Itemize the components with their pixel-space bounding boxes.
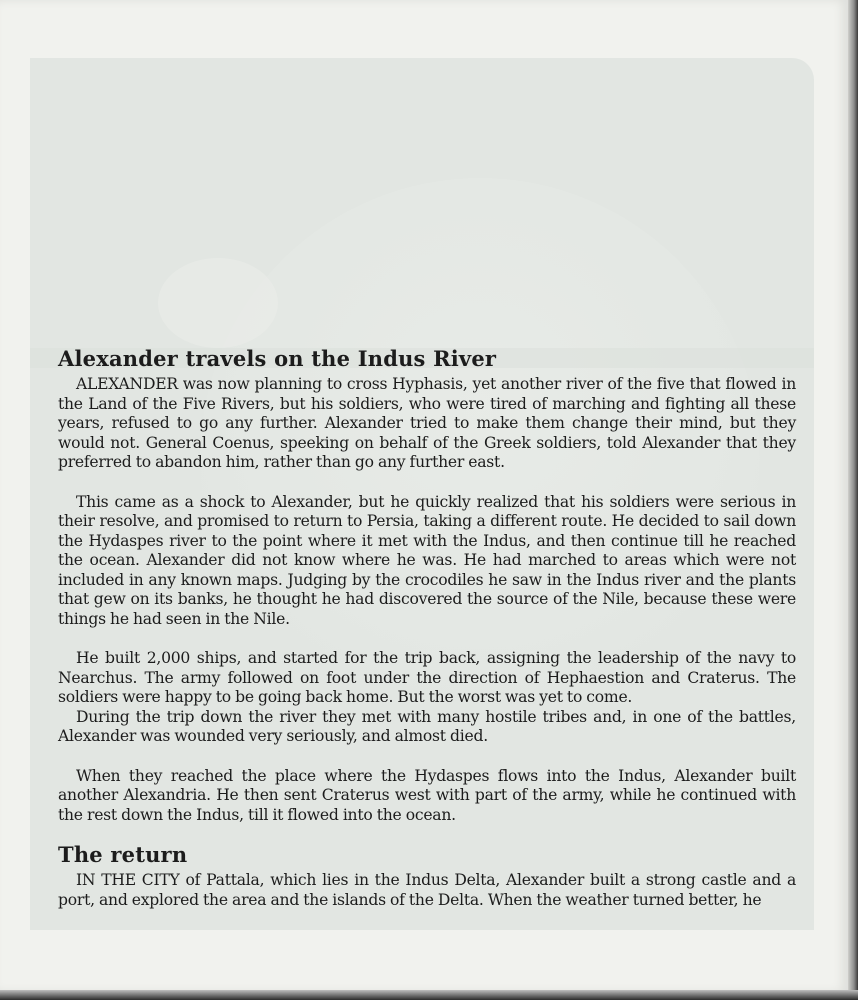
- section-heading-indus: Alexander travels on the Indus River: [58, 346, 497, 371]
- paragraph: This came as a shock to Alexander, but he quickly realized that his soldiers were serious in their resolve, and promised to return to Persia, taking a different route. He decided to sail down the Hydaspes river to the point where it met with the Indus, and then continue till he reached the ocean. Alexander did not know where he was. He had marched to areas which were not included in any known maps. Judging by the crocodiles he saw in the Indus river and the plants that gew on its banks, he thought he had discovered the source of the Nile, because these were things he had seen in the Nile.: [58, 492, 796, 628]
- paragraph: When they reached the place where the Hydaspes flows into the Indus, Alexander built another Alexandria. He then sent Craterus west with part of the army, while he continued with the rest down the Indus, till it flowed into the ocean.: [58, 766, 796, 824]
- paragraph: ALEXANDER was now planning to cross Hyphasis, yet another river of the five that flowed in the Land of the Five Rivers, but his soldiers, who were tired of marching and fighting all these years, refused to go any further. Alexander tried to make them change their mind, but they would not. General Coenus, speeking on behalf of the Greek soldiers, told Alexander that they preferred to abandon him, rather than go any further east.: [58, 375, 796, 471]
- page-edge-bottom: [0, 990, 858, 1000]
- paragraph: During the trip down the river they met with many hostile tribes and, in one of the battles, Alexander was wounded very seriously, and almost died.: [58, 707, 796, 745]
- page-edge-right: [848, 0, 858, 1000]
- faded-illustration-knob: [158, 258, 278, 348]
- article-text: [58, 345, 796, 910]
- paragraph: He built 2,000 ships, and started for the trip back, assigning the leadership of the navy to Nearchus. The army followed on foot under the direction of Hephaestion and Craterus. The soldiers were happy to be going back home. But the worst was yet to come.: [58, 649, 796, 706]
- paragraph: IN THE CITY of Pattala, which lies in the Indus Delta, Alexander built a strong castle and a port, and explored the area and the islands of the Delta. When the weather turned better, he: [58, 871, 796, 909]
- section-heading-return: The return: [58, 842, 188, 867]
